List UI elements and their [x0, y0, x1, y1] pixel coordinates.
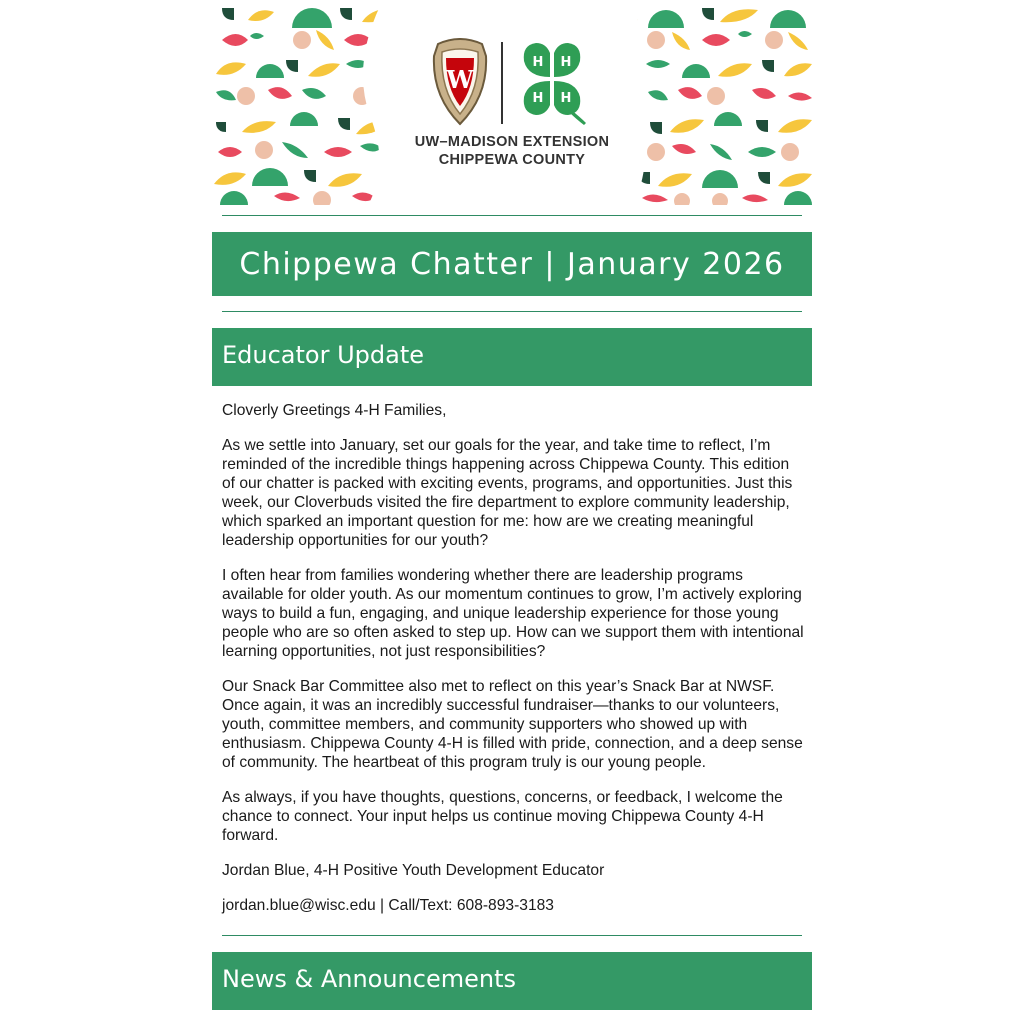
logo-divider: [501, 42, 503, 124]
paragraph-4: [222, 788, 804, 845]
divider-2: [222, 311, 802, 312]
banner-org-name: UW–MADISON EXTENSION: [414, 134, 610, 150]
email-link[interactable]: jordan.blue@wisc.edu: [222, 897, 376, 914]
paragraph-text: Our Snack Bar Committee also met to reflect on this year’s Snack Bar at NWSF. Once again, it was an incredibly successful fundraiser—thanks to our volunteers, youth, committee members, and community supporters who showed up with enthusiasm. Chippewa County 4-H is filled with pride, connection, and a deep sense of community. The heartbeat of this program truly is our young people.: [222, 678, 803, 771]
divider-3: [222, 935, 802, 936]
section-title: News & Announcements: [222, 965, 516, 993]
section-header-news: [212, 952, 812, 1010]
svg-text:H: H: [532, 91, 544, 106]
signature-text: Jordan Blue, 4-H Positive Youth Development Educator: [222, 862, 605, 879]
contact-text: [222, 896, 804, 915]
svg-text:W: W: [446, 65, 474, 94]
phone-text: | Call/Text: 608-893-3183: [375, 897, 554, 914]
paragraph-text: As we settle into January, set our goals for the year, and take time to reflect, I’m reminded of the incredible things happening across Chippewa County. This edition of our chatter is packed with exciting events, programs, and opportunities. Just this week, our Cloverbuds visited the fire department to explore community leadership, which sparked an important question for me: how are we creating meaningful leadership opportunities for our youth?: [222, 437, 793, 549]
paragraph-1: [222, 436, 804, 550]
greeting-text: Cloverly Greetings 4-H Families,: [222, 402, 447, 419]
divider-1: [222, 215, 802, 216]
paragraph-text: I often hear from families wondering whether there are leadership programs available for older youth. As our momentum continues to grow, I’m actively exploring ways to build a fun, engaging, and unique leadership experience for those young people who are so often asked to step up. How can we support them with intentional learning opportunities, not just responsibilities?: [222, 567, 804, 660]
svg-text:H: H: [560, 55, 572, 70]
paragraph-3: [222, 677, 804, 772]
signature: [222, 861, 804, 880]
uw-crest-icon: [432, 38, 488, 126]
svg-text:H: H: [532, 55, 544, 70]
contact-line: [222, 896, 804, 915]
logo-area: [412, 6, 612, 205]
decorative-pattern-right: [612, 6, 812, 205]
greeting: [222, 401, 804, 420]
section-header-educator-update: [212, 328, 812, 386]
paragraph-text: As always, if you have thoughts, questions, concerns, or feedback, I welcome the chance to connect. Your input helps us continue moving Chippewa County 4-H forward.: [222, 789, 783, 844]
paragraph-2: [222, 566, 804, 661]
header-banner: [212, 6, 812, 205]
four-h-clover-icon: [512, 39, 592, 125]
decorative-pattern-left: [212, 6, 412, 205]
section-title: Educator Update: [222, 341, 425, 369]
banner-county-name: CHIPPEWA COUNTY: [438, 152, 586, 168]
newsletter-title: Chippewa Chatter | January 2026: [212, 232, 812, 296]
svg-text:H: H: [560, 91, 572, 106]
